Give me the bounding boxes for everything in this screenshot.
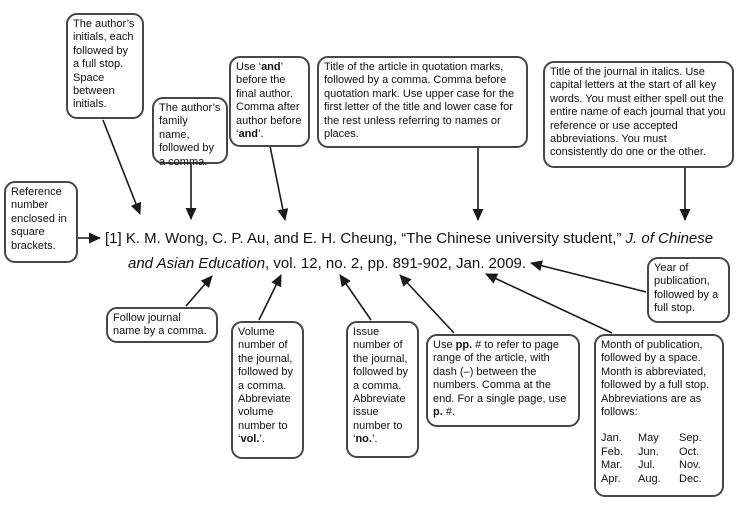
- callout-use-and: Use ‘and’ before the final author. Comma after author before ‘and’.: [229, 56, 310, 147]
- arrow-initials-to-citation: [103, 120, 140, 214]
- arrow-month-to-citation: [486, 274, 612, 333]
- month-abbreviation-table: Jan. May Sep. Feb. Jun. Oct. Mar. Jul. Nov. Apr. Aug. Dec.: [601, 432, 702, 485]
- callout-family-name: The author’s family name, followed by a comma.: [152, 97, 228, 164]
- callout-reference-number: Reference number enclosed in square brackets.: [4, 181, 78, 263]
- callout-year: Year of publication, followed by a full stop.: [647, 257, 730, 323]
- arrow-and-to-citation: [270, 146, 285, 220]
- callout-page-range: Use pp. # to refer to page range of the article, with dash (–) between the numbers. Comma at the end. For a single page, use p. #.: [426, 334, 580, 427]
- callout-volume-number: Volume number of the journal, followed by a comma. Abbreviate volume number to ‘vol.’.: [231, 321, 304, 459]
- arrow-issue-to-citation: [340, 275, 371, 320]
- callout-follow-journal: Follow journal name by a comma.: [106, 307, 218, 343]
- callout-month: [594, 334, 724, 497]
- citation-line-2: and Asian Education, vol. 12, no. 2, pp. 891-902, Jan. 2009.: [128, 255, 527, 272]
- citation-example: [105, 226, 713, 276]
- arrow-follow-journal-to-citation: [186, 276, 212, 306]
- citation-line-1: [1] K. M. Wong, C. P. Au, and E. H. Cheung, “The Chinese university student,” J. of Chinese: [105, 230, 714, 247]
- arrow-volume-to-citation: [259, 275, 281, 320]
- callout-author-initials: The author’s initials, each followed by a full stop. Space between initials.: [66, 13, 144, 119]
- callout-journal-title: Title of the journal in italics. Use capital letters at the start of all key words. You must either spell out the entire name of each journal that you reference or use accepted abbreviations. You must consistently do one or the other.: [543, 61, 734, 168]
- callout-issue-number: Issue number of the journal, followed by a comma. Abbreviate issue number to ‘no.’.: [346, 321, 419, 458]
- callout-month-text: Month of publication, followed by a space. Month is abbreviated, followed by a full stop. Abbreviations are as follows:: [601, 339, 710, 419]
- callout-article-title: Title of the article in quotation marks, followed by a comma. Comma before quotation mark. Use upper case for the first letter of the title and lower case for the rest unless referring to names or places.: [317, 56, 528, 148]
